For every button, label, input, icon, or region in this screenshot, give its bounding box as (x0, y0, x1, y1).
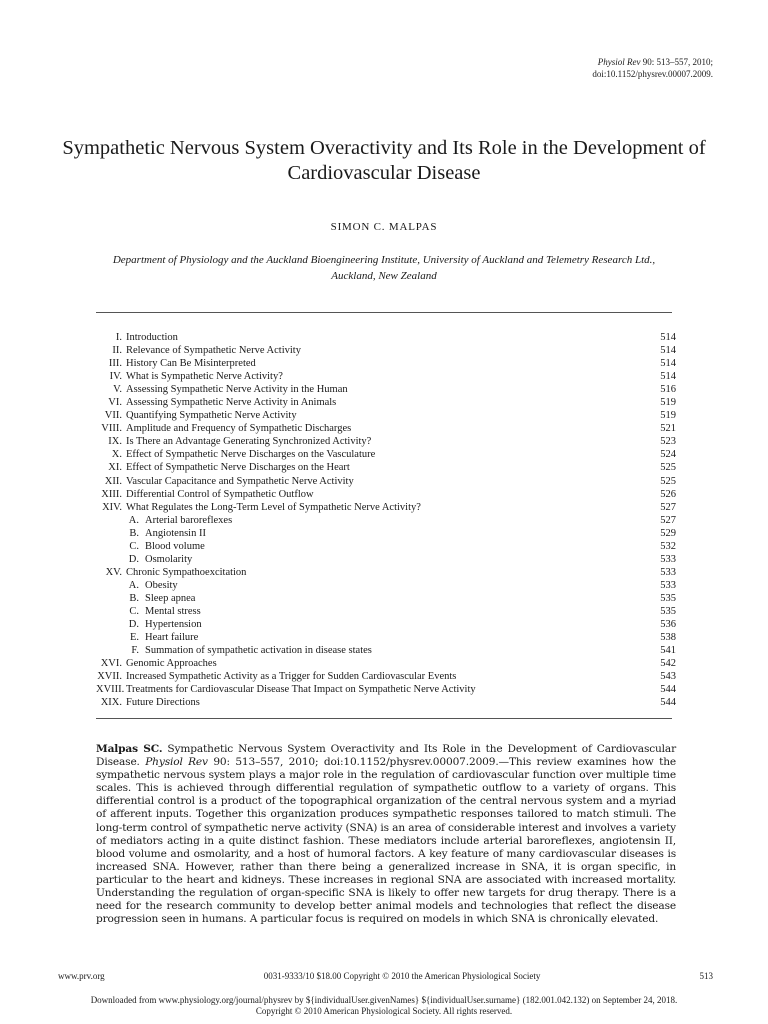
toc-title: Angiotensin II (145, 527, 206, 539)
toc-title: Relevance of Sympathetic Nerve Activity (126, 345, 301, 357)
toc-number: XI. (108, 462, 122, 474)
author-name: SIMON C. MALPAS (330, 221, 438, 233)
toc-title: Treatments for Cardiovascular Disease That Impact on Sympathetic Nerve Activity (126, 684, 476, 696)
toc-title: Summation of sympathetic activation in disease states (145, 645, 372, 657)
toc-number: C. (129, 540, 139, 552)
toc-number: XV. (105, 566, 122, 578)
toc-number: III. (108, 358, 122, 370)
toc-number: XVIII. (96, 684, 125, 696)
toc-entry[interactable] (96, 461, 676, 474)
toc-number: E. (129, 632, 139, 644)
divider-bottom (96, 718, 672, 719)
toc-entry[interactable] (96, 683, 676, 696)
toc-page: 535 (660, 605, 676, 617)
page-number: 513 (699, 971, 713, 981)
toc-title: Effect of Sympathetic Nerve Discharges on the Vasculature (126, 449, 376, 461)
toc-number: C. (129, 605, 139, 617)
toc-page: 519 (660, 410, 676, 422)
toc-page: 544 (660, 697, 676, 709)
article-title: Sympathetic Nervous System Overactivity and Its Role in the Development of Cardiovascular Disease (62, 137, 706, 184)
toc-title: Effect of Sympathetic Nerve Discharges on the Heart (126, 462, 350, 474)
toc-entry[interactable] (96, 670, 676, 683)
toc-title: What Regulates the Long-Term Level of Sympathetic Nerve Activity? (126, 501, 421, 513)
toc-entry[interactable] (96, 422, 676, 435)
toc-entry[interactable] (96, 566, 676, 579)
toc-entry[interactable] (96, 488, 676, 501)
copyright-line: Copyright © 2010 American Physiological Society. All rights reserved. (255, 1006, 513, 1016)
toc-number: V. (113, 384, 122, 396)
toc-number: XVI. (100, 658, 122, 670)
toc-title: Chronic Sympathoexcitation (126, 566, 247, 578)
toc-page: 532 (660, 540, 676, 552)
toc-page: 544 (660, 684, 676, 696)
toc-page: 535 (660, 592, 676, 604)
toc-entry[interactable] (96, 592, 676, 605)
toc-entry[interactable] (96, 448, 676, 461)
toc-entry[interactable] (96, 409, 676, 422)
toc-entry[interactable] (96, 514, 676, 527)
toc-number: X. (111, 449, 122, 461)
toc-entry[interactable] (96, 527, 676, 540)
toc-page: 526 (660, 488, 676, 500)
toc-page: 536 (660, 619, 676, 631)
table-of-contents (96, 331, 676, 709)
download-line: Downloaded from www.physiology.org/journal/physrev by ${individualUser.givenNames} ${individualUser.surname} (182.001.042.132) on September 24, 2018. (90, 995, 678, 1005)
toc-page: 533 (660, 579, 676, 591)
download-notice (0, 995, 768, 1017)
toc-page: 514 (660, 345, 676, 357)
toc-title: History Can Be Misinterpreted (126, 358, 256, 370)
toc-entry[interactable] (96, 540, 676, 553)
toc-entry[interactable] (96, 644, 676, 657)
abstract (96, 743, 676, 926)
toc-title: Blood volume (145, 540, 205, 552)
toc-page: 516 (660, 384, 676, 396)
toc-page: 514 (660, 371, 676, 383)
toc-number: XIII. (101, 488, 122, 500)
citation (592, 56, 713, 80)
toc-entry[interactable] (96, 501, 676, 514)
citation-ref: 90: 513–557, 2010; (640, 57, 713, 67)
toc-title: Mental stress (145, 605, 201, 617)
toc-entry[interactable] (96, 657, 676, 670)
toc-page: 525 (660, 462, 676, 474)
citation-doi: doi:10.1152/physrev.00007.2009. (592, 69, 713, 79)
toc-number: VII. (104, 410, 122, 422)
toc-title: Future Directions (126, 697, 200, 709)
footer-site-link[interactable]: www.prv.org (58, 971, 105, 981)
toc-number: II. (112, 345, 122, 357)
toc-entry[interactable] (96, 344, 676, 357)
toc-page: 521 (660, 423, 676, 435)
toc-title: Sleep apnea (145, 592, 196, 604)
toc-page: 514 (660, 358, 676, 370)
toc-page: 543 (660, 671, 676, 683)
toc-entry[interactable] (96, 370, 676, 383)
toc-title: Introduction (126, 332, 178, 343)
toc-page: 533 (660, 553, 676, 565)
toc-number: IV. (109, 371, 122, 383)
toc-page: 542 (660, 658, 676, 670)
toc-number: D. (128, 553, 139, 565)
toc-number: XII. (104, 475, 122, 487)
toc-page: 519 (660, 397, 676, 409)
toc-number: A. (128, 579, 139, 591)
toc-number: B. (129, 592, 139, 604)
toc-number: IX. (108, 436, 122, 448)
toc-page: 538 (660, 632, 676, 644)
toc-entry[interactable] (96, 618, 676, 631)
abstract-title: Sympathetic Nervous System Overactivity and Its Role in the Development of Cardiovascular Disease. (96, 743, 677, 769)
toc-page: 527 (660, 514, 676, 526)
toc-entry[interactable] (96, 475, 676, 488)
toc-number: I. (115, 332, 122, 343)
toc-number: VIII. (101, 423, 122, 435)
toc-title: What is Sympathetic Nerve Activity? (126, 371, 283, 383)
abstract-journal: Physiol Rev (145, 756, 208, 769)
toc-page: 529 (660, 527, 676, 539)
toc-page: 525 (660, 475, 676, 487)
toc-number: XIX. (100, 697, 122, 709)
toc-title: Genomic Approaches (126, 658, 217, 670)
toc-title: Osmolarity (145, 553, 193, 565)
toc-title: Increased Sympathetic Activity as a Trigger for Sudden Cardiovascular Events (126, 671, 457, 683)
toc-number: XIV. (102, 501, 122, 513)
toc-number: F. (131, 645, 139, 657)
toc-page: 527 (660, 501, 676, 513)
divider-top (96, 312, 672, 313)
abstract-body: 90: 513–557, 2010; doi:10.1152/physrev.00007.2009.—This review examines how the sympathetic nervous system plays a major role in the regulation of cardiovascular function over multiple time scales. This is achieved through differential regulation of sympathetic outflow to a variety of organs. This differential control is a product of the topographical organization of the central nervous system and a myriad of afferent inputs. Together this organization produces sympathetic responses tailored to match stimuli. The long-term control of sympathetic nerve activity (SNA) is an area of considerable interest and involves a variety of mediators acting in a quite distinct fashion. These mediators include arterial baroreflexes, angiotensin II, blood volume and osmolarity, and a host of humoral factors. A key feature of many cardiovascular diseases is increased SNA. However, rather than there being a generalized increase in SNA, it is organ specific, in particular to the heart and kidneys. These increases in regional SNA are associated with increased mortality. Understanding the regulation of organ-specific SNA is likely to offer new targets for drug therapy. There is a need for the research community to develop better animal models and technologies that reflect the disease progression seen in humans. A particular focus is required on models in which SNA is chronically elevated. (96, 756, 677, 926)
toc-page: 541 (660, 645, 676, 657)
citation-journal: Physiol Rev (597, 57, 641, 67)
toc-entry[interactable] (96, 383, 676, 396)
footer-copyright: 0031-9333/10 $18.00 Copyright © 2010 the American Physiological Society (263, 971, 541, 981)
page-footer (58, 971, 713, 981)
toc-number: XVII. (97, 671, 122, 683)
toc-entry[interactable] (96, 396, 676, 409)
toc-title: Vascular Capacitance and Sympathetic Nerve Activity (126, 475, 354, 487)
toc-title: Assessing Sympathetic Nerve Activity in the Human (126, 384, 348, 396)
abstract-author: Malpas SC. (96, 743, 163, 755)
toc-entry[interactable] (96, 631, 676, 644)
toc-title: Is There an Advantage Generating Synchronized Activity? (126, 436, 372, 448)
toc-number: B. (129, 527, 139, 539)
toc-title: Arterial baroreflexes (145, 514, 233, 526)
toc-entry[interactable] (96, 696, 676, 709)
toc-title: Assessing Sympathetic Nerve Activity in Animals (126, 397, 337, 409)
toc-number: VI. (108, 397, 122, 409)
toc-page: 514 (660, 332, 676, 343)
toc-title: Heart failure (145, 632, 199, 644)
toc-title: Obesity (145, 579, 178, 591)
toc-title: Amplitude and Frequency of Sympathetic Discharges (126, 423, 352, 435)
toc-entry[interactable] (96, 579, 676, 592)
toc-number: A. (128, 514, 139, 526)
toc-title: Quantifying Sympathetic Nerve Activity (126, 410, 297, 422)
toc-entry[interactable] (96, 605, 676, 618)
affiliation: Department of Physiology and the Auckland Bioengineering Institute, University of Auckland and Telemetry Research Ltd., Auckland, New Zealand (112, 254, 656, 282)
toc-title: Differential Control of Sympathetic Outflow (126, 488, 314, 500)
toc-title: Hypertension (145, 619, 202, 631)
toc-page: 523 (660, 436, 676, 448)
toc-page: 533 (660, 566, 676, 578)
toc-entry[interactable] (96, 553, 676, 566)
toc-entry[interactable] (96, 435, 676, 448)
toc-entry[interactable] (96, 331, 676, 344)
toc-page: 524 (660, 449, 676, 461)
toc-entry[interactable] (96, 357, 676, 370)
toc-number: D. (128, 619, 139, 631)
